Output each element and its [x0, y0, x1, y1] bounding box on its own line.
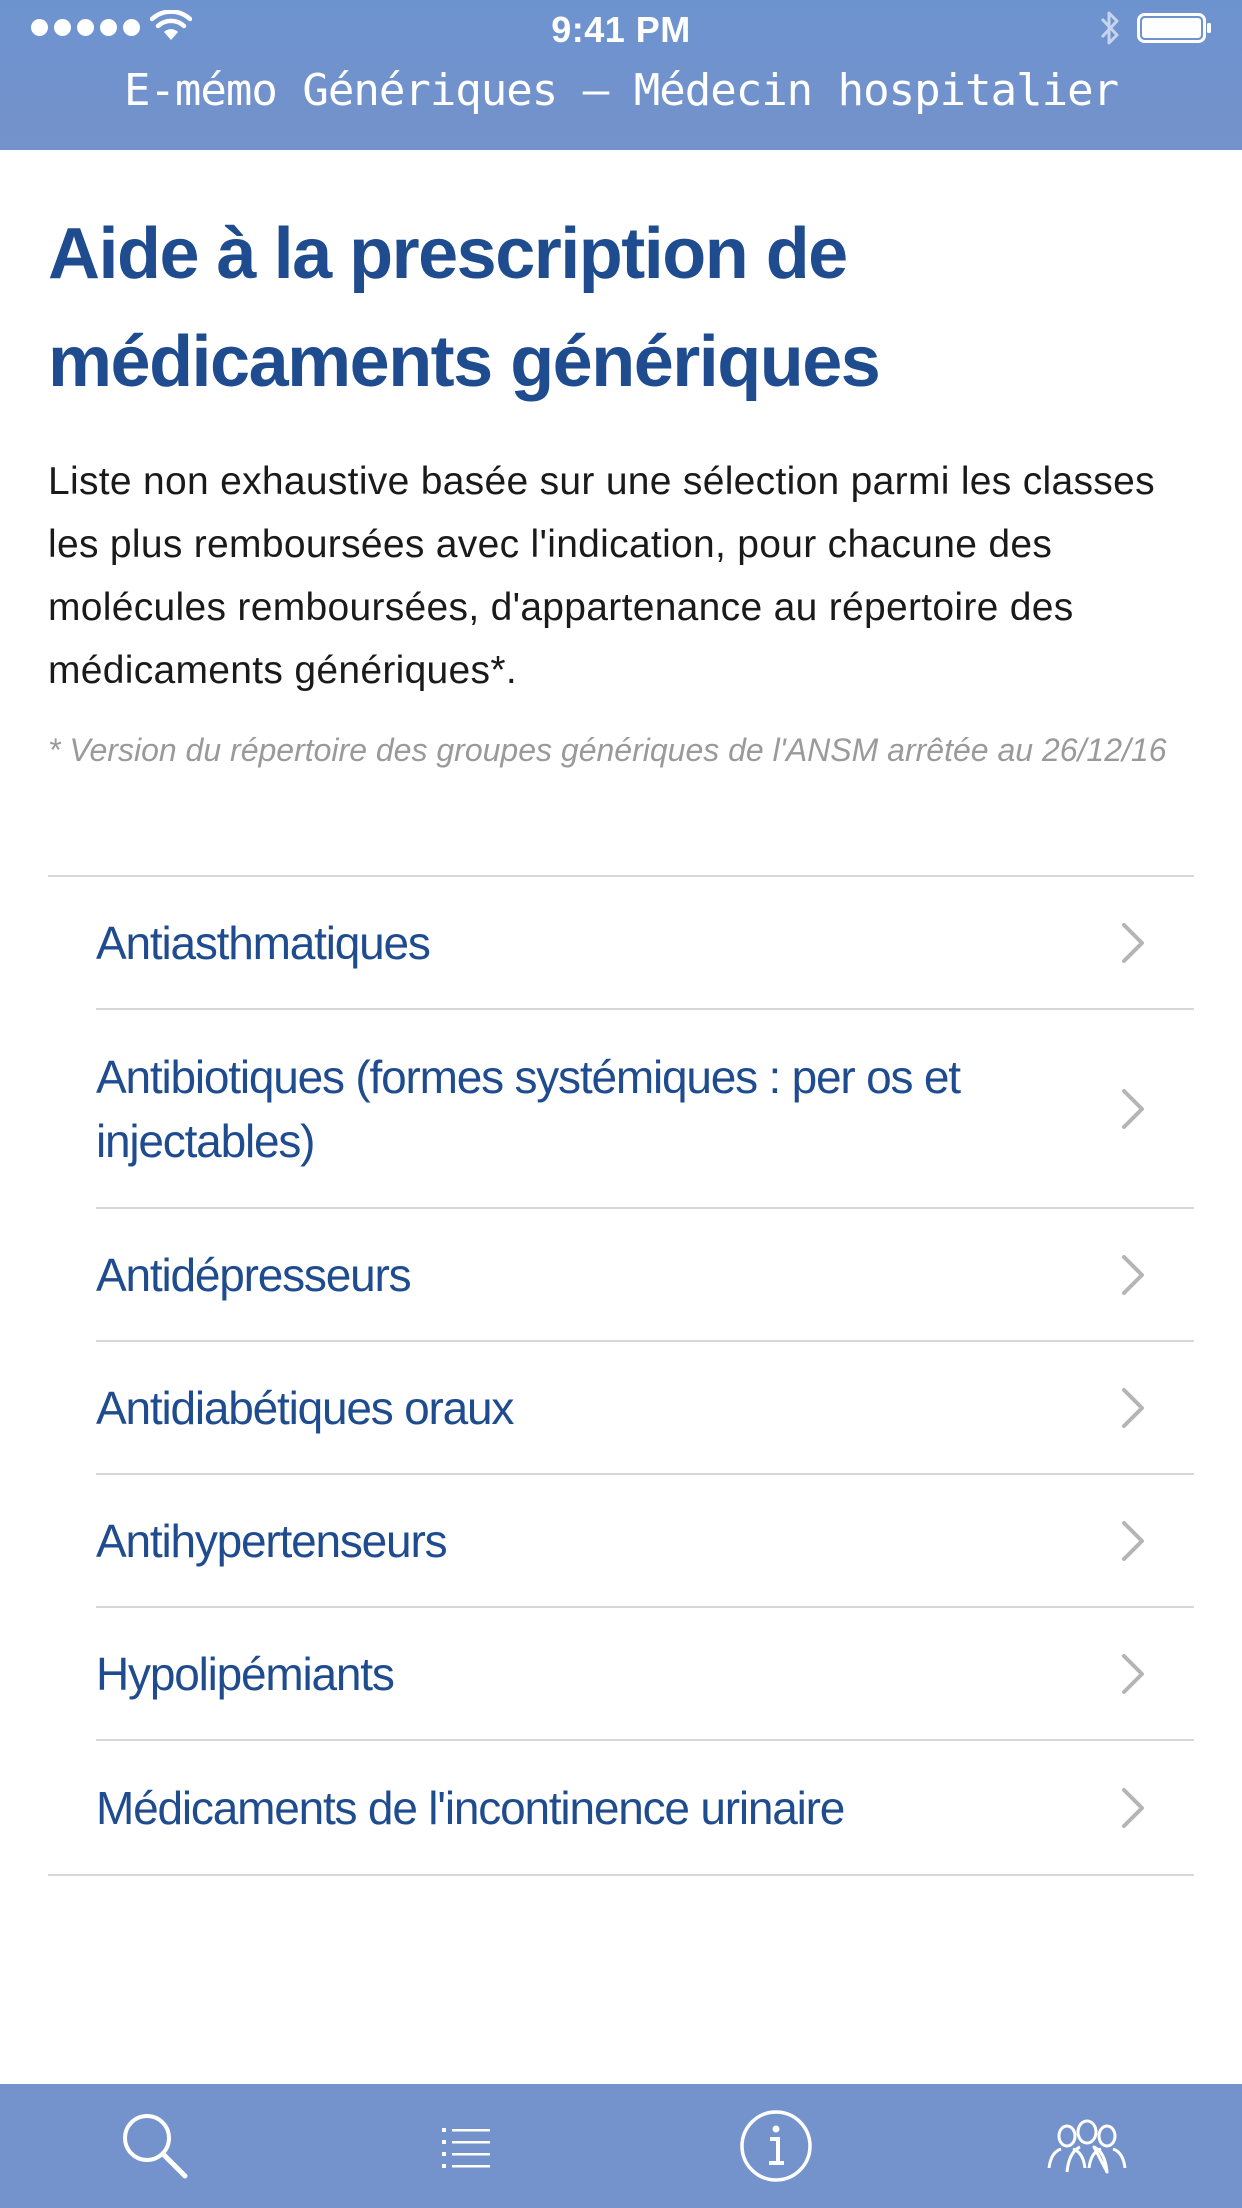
- list-icon: [442, 2124, 490, 2168]
- tab-contacts[interactable]: [932, 2084, 1242, 2208]
- chevron-right-icon: [1120, 1652, 1146, 1696]
- category-label: Antidépresseurs: [96, 1248, 411, 1301]
- battery-icon: [1137, 13, 1213, 43]
- tab-list[interactable]: [311, 2084, 622, 2208]
- tab-bar: [0, 2084, 1242, 2208]
- page-title: Aide à la prescription de médicaments génériques: [48, 214, 880, 402]
- bluetooth-icon: [1097, 8, 1123, 48]
- category-antibiotiques[interactable]: [96, 1010, 1194, 1209]
- intro-text: Liste non exhaustive basée sur une sélection parmi les classes les plus remboursées avec l'indication, pour chacune des molécules remboursées, d'appartenance au répertoire des médicaments génériques*.: [48, 460, 1155, 692]
- chevron-right-icon: [1120, 921, 1146, 965]
- category-label: Médicaments de l'incontinence urinaire: [96, 1781, 845, 1834]
- info-icon: [738, 2108, 814, 2184]
- category-label: Antibiotiques (formes systémiques : per os et injectables): [96, 1050, 960, 1167]
- category-antidiabetiques[interactable]: [96, 1342, 1194, 1475]
- status-bar: [0, 0, 1242, 56]
- chevron-right-icon: [1120, 1786, 1146, 1830]
- nav-title: E-mémo Génériques — Médecin hospitalier: [123, 65, 1119, 116]
- category-list: [48, 875, 1194, 1876]
- category-incontinence-urinaire[interactable]: [96, 1741, 1194, 1874]
- category-label: Antiasthmatiques: [96, 916, 430, 969]
- app-header: [0, 0, 1242, 150]
- chevron-right-icon: [1120, 1386, 1146, 1430]
- category-label: Antihypertenseurs: [96, 1514, 447, 1567]
- contacts-icon: [1045, 2118, 1129, 2174]
- chevron-right-icon: [1120, 1519, 1146, 1563]
- tab-info[interactable]: [621, 2084, 932, 2208]
- category-hypolipemiants[interactable]: [96, 1608, 1194, 1741]
- category-antidepresseurs[interactable]: [96, 1209, 1194, 1342]
- chevron-right-icon: [1120, 1253, 1146, 1297]
- chevron-right-icon: [1120, 1087, 1146, 1131]
- category-label: Antidiabétiques oraux: [96, 1381, 514, 1434]
- footnote: * Version du répertoire des groupes génériques de l'ANSM arrêtée au 26/12/16: [48, 732, 1167, 768]
- category-antihypertenseurs[interactable]: [96, 1475, 1194, 1608]
- status-time: 9:41 PM: [551, 9, 691, 50]
- category-label: Hypolipémiants: [96, 1647, 394, 1700]
- search-icon: [119, 2110, 191, 2182]
- tab-search[interactable]: [0, 2084, 311, 2208]
- intro-section: [48, 150, 1194, 773]
- category-antiasthmatiques[interactable]: [96, 877, 1194, 1010]
